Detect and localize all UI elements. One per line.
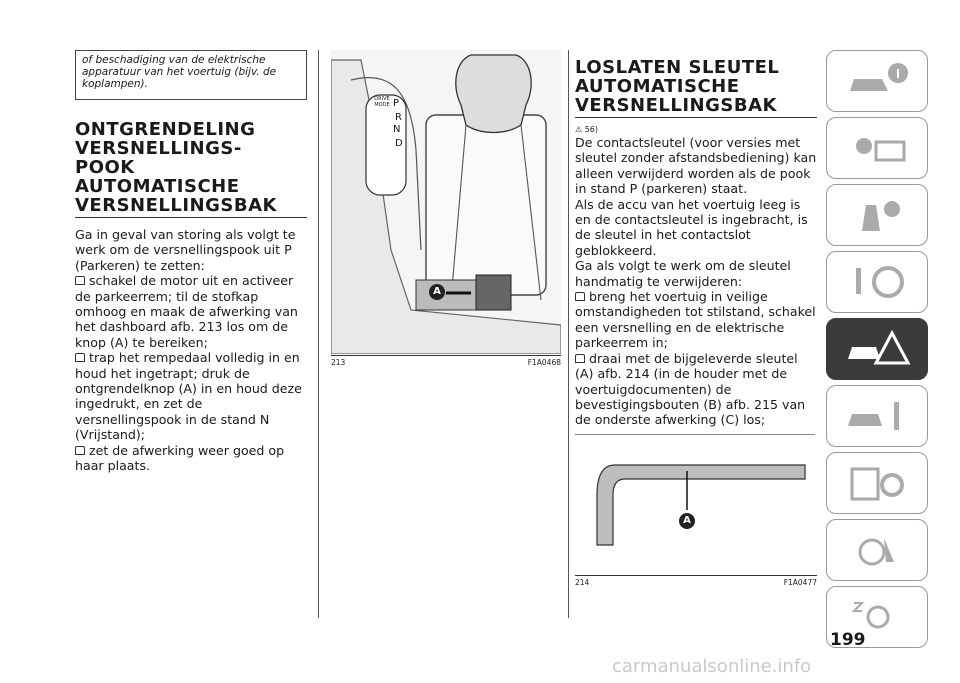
car-info-icon bbox=[842, 61, 912, 101]
tab-maintenance[interactable] bbox=[826, 385, 928, 447]
tab-emergency[interactable] bbox=[826, 318, 928, 380]
drive-mode-label: DRIVE MODE bbox=[374, 96, 390, 108]
column-divider bbox=[318, 50, 319, 618]
section-heading-unlock-lever: ONTGRENDELING VERSNELLINGS-POOK AUTOMATISCHE VERSNELLINGSBAK bbox=[75, 119, 277, 216]
tab-starting-driving[interactable] bbox=[826, 251, 928, 313]
car-service-icon bbox=[842, 396, 912, 436]
warning-triangle-icon: ⚠ bbox=[575, 125, 583, 134]
gear-label-p: P bbox=[393, 98, 400, 109]
bullet-item: breng het voertuig in veilige omstandigheden tot stilstand, schakel een versnelling en de elektrische parkeerrem in; bbox=[575, 289, 816, 351]
warning-ref-number: 56) bbox=[584, 125, 599, 134]
tab-car-info[interactable] bbox=[826, 50, 928, 112]
callout-a: A bbox=[679, 513, 695, 529]
middle-column bbox=[331, 50, 561, 367]
breakdown-warning-icon bbox=[842, 329, 912, 369]
tab-multimedia[interactable] bbox=[826, 519, 928, 581]
watermark: carmanualsonline.info bbox=[612, 656, 812, 677]
figure-214-caption bbox=[575, 578, 817, 587]
figure-213-caption bbox=[331, 358, 561, 367]
figure-number: 213 bbox=[331, 358, 346, 367]
warning-note-box bbox=[75, 50, 307, 100]
gear-label-n: N bbox=[393, 124, 401, 135]
page-number: 199 bbox=[830, 630, 866, 650]
left-column bbox=[75, 50, 307, 474]
tab-technical-data[interactable] bbox=[826, 452, 928, 514]
bullet-item: trap het rempedaal volledig in en houd het ingetrapt; druk de ontgrendelknop (A) in en houd deze ingedrukt, en zet de versnellingspook in de stand N (Vrijstand); bbox=[75, 350, 307, 442]
figure-code: F1A0468 bbox=[527, 358, 561, 367]
bullet-item: zet de afwerking weer goed op haar plaats. bbox=[75, 443, 307, 474]
chapter-tabs bbox=[826, 50, 928, 653]
figure-213 bbox=[331, 50, 561, 356]
warning-note-text: of beschadiging van de elektrische apparatuur van het voertuig (bijv. de koplampen). bbox=[82, 54, 277, 90]
specs-gear-icon bbox=[842, 463, 912, 503]
paragraph: De contactsleutel (voor versies met sleutel zonder afstandsbediening) kan alleen verwijderd worden als de pook in stand P (parkeren) staat. bbox=[575, 135, 817, 197]
figure-214 bbox=[575, 435, 817, 576]
callout-a: A bbox=[429, 284, 445, 300]
bullet-item: draai met de bijgeleverde sleutel (A) afb. 214 (in de houder met de voertuigdocumenten) de bevestigingsbouten (B) afb. 215 van de onderste afwerking (C) los; bbox=[575, 351, 817, 428]
tab-safety[interactable] bbox=[826, 184, 928, 246]
column-divider bbox=[568, 50, 569, 618]
key-steering-icon bbox=[842, 262, 912, 302]
right-column bbox=[575, 50, 817, 587]
figure-code: F1A0477 bbox=[783, 577, 817, 587]
tab-warning-lights[interactable] bbox=[826, 117, 928, 179]
warning-lights-icon bbox=[842, 128, 912, 168]
figure-number: 214 bbox=[575, 577, 590, 587]
gear-label-r: R bbox=[395, 112, 402, 123]
intro-paragraph: Ga in geval van storing als volgt te werk om de versnellingspook uit P (Parkeren) te zetten: bbox=[75, 227, 296, 273]
multimedia-icon bbox=[842, 530, 912, 570]
hex-key-illustration bbox=[575, 435, 815, 575]
paragraph: Ga als volgt te werk om de sleutel handmatig te verwijderen: bbox=[575, 258, 791, 289]
paragraph: Als de accu van het voertuig leeg is en de contactsleutel is ingebracht, is de sleutel in het contactslot geblokkeerd. bbox=[575, 196, 808, 258]
airbag-seat-icon bbox=[842, 195, 912, 235]
warning-ref bbox=[575, 124, 817, 135]
gear-lever-illustration bbox=[331, 50, 561, 354]
gear-label-d: D bbox=[395, 138, 403, 149]
bullet-item: schakel de motor uit en activeer de parkeerrem; til de stofkap omhoog en maak de afwerking van het dashboard afb. 213 los om de knop (A) te bereiken; bbox=[75, 273, 307, 350]
section-heading-key-release: LOSLATEN SLEUTEL AUTOMATISCHE VERSNELLINGSBAK bbox=[575, 57, 780, 116]
